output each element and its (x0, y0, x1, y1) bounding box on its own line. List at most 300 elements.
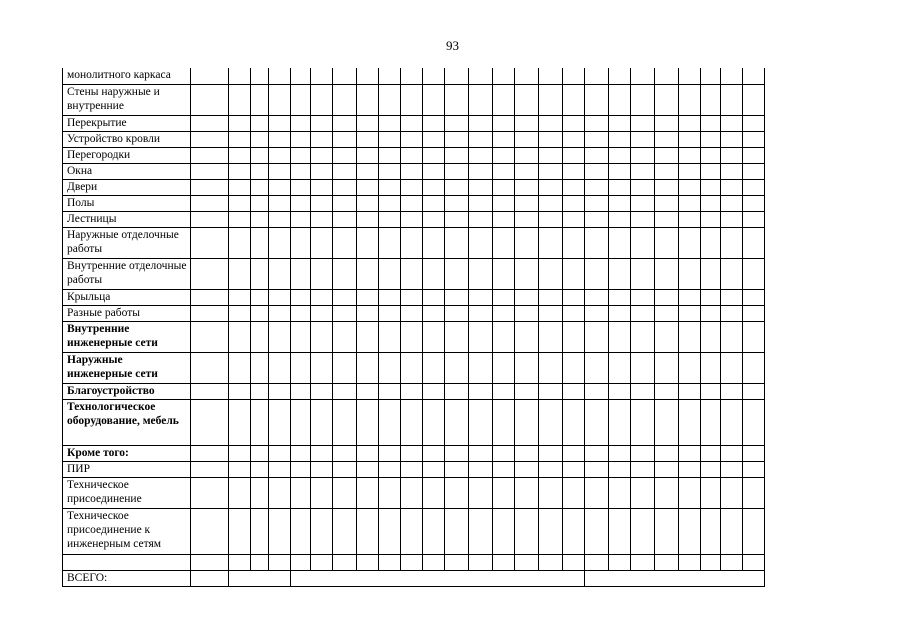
table-cell (493, 445, 515, 461)
table-cell (539, 289, 563, 305)
table-cell (655, 163, 679, 179)
table-cell (721, 508, 743, 554)
table-cell (609, 305, 631, 321)
table-cell (679, 321, 701, 352)
table-cell (721, 477, 743, 508)
table-cell (701, 163, 721, 179)
table-cell (631, 508, 655, 554)
table-cell (401, 321, 423, 352)
table-cell (631, 84, 655, 115)
table-cell (655, 461, 679, 477)
table-cell (291, 84, 311, 115)
table-cell (493, 115, 515, 131)
table-cell (401, 131, 423, 147)
table-cell (539, 211, 563, 227)
table-cell (191, 195, 229, 211)
table-cell (401, 258, 423, 289)
table-cell (631, 163, 655, 179)
table-cell (585, 399, 609, 445)
table-cell (493, 477, 515, 508)
table-cell (493, 84, 515, 115)
table-cell (563, 258, 585, 289)
row-label: Стены наружные и внутренние (63, 84, 191, 115)
table-cell (631, 68, 655, 84)
table-cell (423, 84, 445, 115)
table-cell (679, 508, 701, 554)
row-label: Кроме того: (63, 445, 191, 461)
table-cell (291, 570, 585, 586)
table-cell (251, 258, 269, 289)
table-cell (721, 179, 743, 195)
table-cell (191, 305, 229, 321)
row-label: Крыльца (63, 289, 191, 305)
table-cell (401, 195, 423, 211)
table-cell (357, 554, 379, 570)
table-cell (585, 163, 609, 179)
table-cell (609, 352, 631, 383)
row-label: Техническое присоединение к инженерным сетям (63, 508, 191, 554)
row-label: Наружные инженерные сети (63, 352, 191, 383)
table-cell (251, 179, 269, 195)
table-cell (469, 227, 493, 258)
table-cell (655, 508, 679, 554)
table-cell (229, 508, 251, 554)
table-cell (563, 383, 585, 399)
table-cell (379, 305, 401, 321)
table-cell (191, 570, 229, 586)
row-label (63, 554, 191, 570)
table-cell (585, 227, 609, 258)
table-cell (585, 147, 609, 163)
table-cell (251, 477, 269, 508)
table-cell (191, 383, 229, 399)
table-cell (191, 399, 229, 445)
table-cell (445, 163, 469, 179)
table-cell (445, 461, 469, 477)
table-cell (269, 321, 291, 352)
table-cell (251, 115, 269, 131)
table-cell (655, 211, 679, 227)
table-cell (251, 289, 269, 305)
table-cell (539, 399, 563, 445)
table-cell (563, 352, 585, 383)
table-cell (515, 321, 539, 352)
table-cell (357, 321, 379, 352)
table-cell (229, 321, 251, 352)
table-row (63, 258, 765, 289)
table-cell (539, 227, 563, 258)
table-cell (515, 163, 539, 179)
table-cell (357, 131, 379, 147)
table-cell (423, 289, 445, 305)
table-cell (291, 289, 311, 305)
table-cell (229, 227, 251, 258)
table-row (63, 147, 765, 163)
table-cell (423, 477, 445, 508)
table-cell (379, 399, 401, 445)
table-cell (631, 383, 655, 399)
table-cell (743, 321, 765, 352)
table-cell (469, 399, 493, 445)
table-cell (655, 305, 679, 321)
table-cell (269, 399, 291, 445)
table-cell (743, 399, 765, 445)
table-cell (743, 352, 765, 383)
table-cell (539, 321, 563, 352)
table-cell (631, 195, 655, 211)
table-cell (357, 508, 379, 554)
table-cell (269, 131, 291, 147)
table-cell (423, 227, 445, 258)
row-label: Лестницы (63, 211, 191, 227)
table-cell (701, 352, 721, 383)
table-row (63, 195, 765, 211)
table-cell (291, 383, 311, 399)
table-cell (515, 352, 539, 383)
table-cell (585, 258, 609, 289)
table-cell (609, 461, 631, 477)
table-cell (469, 147, 493, 163)
table-cell (401, 399, 423, 445)
table-cell (333, 227, 357, 258)
table-cell (563, 289, 585, 305)
table-cell (609, 211, 631, 227)
row-label: Благоустройство (63, 383, 191, 399)
table-cell (469, 195, 493, 211)
table-cell (311, 305, 333, 321)
table-cell (251, 445, 269, 461)
table-cell (333, 68, 357, 84)
table-cell (631, 461, 655, 477)
table-cell (357, 383, 379, 399)
table-cell (379, 383, 401, 399)
table-cell (445, 258, 469, 289)
table-cell (445, 289, 469, 305)
table-cell (585, 383, 609, 399)
table-cell (743, 163, 765, 179)
table-cell (679, 289, 701, 305)
table-cell (493, 131, 515, 147)
table-cell (701, 399, 721, 445)
table-cell (493, 461, 515, 477)
table-cell (539, 163, 563, 179)
table-cell (423, 147, 445, 163)
table-cell (585, 211, 609, 227)
table-cell (469, 211, 493, 227)
table-cell (229, 195, 251, 211)
table-cell (679, 227, 701, 258)
table-cell (655, 258, 679, 289)
table-row (63, 179, 765, 195)
table-cell (401, 289, 423, 305)
table-cell (423, 461, 445, 477)
table-cell (493, 305, 515, 321)
table-cell (631, 211, 655, 227)
table-cell (469, 163, 493, 179)
table-cell (585, 84, 609, 115)
table-cell (423, 163, 445, 179)
table-cell (333, 445, 357, 461)
table-cell (585, 68, 609, 84)
table-cell (311, 399, 333, 445)
table-row (63, 84, 765, 115)
table-cell (191, 477, 229, 508)
table-cell (743, 115, 765, 131)
table-cell (469, 445, 493, 461)
table-cell (631, 131, 655, 147)
table-cell (311, 321, 333, 352)
table-cell (357, 195, 379, 211)
table-cell (743, 211, 765, 227)
table-cell (679, 115, 701, 131)
table-cell (469, 289, 493, 305)
table-cell (563, 461, 585, 477)
table-cell (701, 211, 721, 227)
table-cell (679, 147, 701, 163)
table-cell (539, 461, 563, 477)
table-cell (445, 84, 469, 115)
table-cell (585, 131, 609, 147)
table-cell (423, 321, 445, 352)
table-cell (721, 84, 743, 115)
table-cell (469, 115, 493, 131)
table-cell (585, 115, 609, 131)
table-cell (515, 211, 539, 227)
table-cell (631, 305, 655, 321)
table-cell (445, 508, 469, 554)
table-cell (631, 227, 655, 258)
table-cell (311, 131, 333, 147)
table-cell (251, 352, 269, 383)
table-row (63, 163, 765, 179)
table-cell (631, 352, 655, 383)
table-cell (721, 227, 743, 258)
table-cell (679, 179, 701, 195)
table-cell (539, 477, 563, 508)
table-cell (401, 115, 423, 131)
table-cell (469, 68, 493, 84)
table-cell (251, 195, 269, 211)
table-cell (563, 131, 585, 147)
table-cell (251, 305, 269, 321)
table-cell (333, 131, 357, 147)
table-cell (445, 115, 469, 131)
table-cell (493, 179, 515, 195)
table-cell (291, 115, 311, 131)
table-cell (701, 68, 721, 84)
table-cell (333, 195, 357, 211)
table-cell (701, 195, 721, 211)
table-cell (423, 179, 445, 195)
table-cell (585, 508, 609, 554)
table-cell (269, 163, 291, 179)
table-cell (721, 399, 743, 445)
table-cell (229, 352, 251, 383)
table-cell (251, 383, 269, 399)
table-cell (379, 211, 401, 227)
table-cell (251, 321, 269, 352)
table-cell (229, 305, 251, 321)
table-cell (311, 211, 333, 227)
table-cell (379, 321, 401, 352)
table-cell (269, 352, 291, 383)
table-cell (379, 289, 401, 305)
table-cell (655, 84, 679, 115)
table-cell (379, 84, 401, 115)
table-cell (357, 227, 379, 258)
table-cell (469, 321, 493, 352)
table-cell (655, 321, 679, 352)
table-cell (563, 179, 585, 195)
table-cell (401, 227, 423, 258)
table-cell (333, 508, 357, 554)
table-cell (401, 508, 423, 554)
table-cell (539, 147, 563, 163)
table-cell (311, 227, 333, 258)
table-cell (291, 321, 311, 352)
table-cell (445, 227, 469, 258)
row-label: Полы (63, 195, 191, 211)
table-cell (539, 179, 563, 195)
table-cell (357, 445, 379, 461)
table-cell (721, 211, 743, 227)
table-cell (721, 321, 743, 352)
table-cell (721, 352, 743, 383)
table-cell (563, 211, 585, 227)
table-cell (379, 508, 401, 554)
table-cell (679, 352, 701, 383)
table-cell (401, 477, 423, 508)
table-cell (357, 68, 379, 84)
table-cell (655, 554, 679, 570)
table-cell (191, 445, 229, 461)
table-cell (743, 258, 765, 289)
table-cell (721, 445, 743, 461)
table-cell (631, 115, 655, 131)
table-cell (609, 179, 631, 195)
table-cell (721, 163, 743, 179)
table-cell (423, 399, 445, 445)
table-cell (679, 305, 701, 321)
table-cell (191, 147, 229, 163)
table-cell (379, 179, 401, 195)
table-cell (515, 399, 539, 445)
table-cell (609, 477, 631, 508)
table-cell (721, 554, 743, 570)
table-cell (563, 115, 585, 131)
table-cell (609, 147, 631, 163)
table-cell (655, 383, 679, 399)
table-cell (269, 227, 291, 258)
table-cell (291, 508, 311, 554)
table-cell (721, 383, 743, 399)
table-cell (379, 195, 401, 211)
table-cell (379, 131, 401, 147)
table-cell (539, 508, 563, 554)
table-row (63, 305, 765, 321)
table-cell (251, 131, 269, 147)
table-cell (423, 115, 445, 131)
table-cell (379, 554, 401, 570)
table-cell (291, 305, 311, 321)
table-cell (515, 68, 539, 84)
table-cell (401, 461, 423, 477)
table-cell (251, 461, 269, 477)
table-cell (357, 115, 379, 131)
table-cell (269, 195, 291, 211)
table-cell (333, 163, 357, 179)
table-cell (357, 477, 379, 508)
table-cell (743, 179, 765, 195)
table-cell (269, 84, 291, 115)
table-cell (679, 445, 701, 461)
table-cell (721, 115, 743, 131)
table-row (63, 461, 765, 477)
table-cell (701, 477, 721, 508)
table-cell (311, 115, 333, 131)
table-cell (423, 305, 445, 321)
table-cell (311, 352, 333, 383)
table-cell (515, 461, 539, 477)
table-cell (357, 179, 379, 195)
table-cell (379, 227, 401, 258)
table-cell (493, 508, 515, 554)
table-cell (357, 147, 379, 163)
table-cell (445, 321, 469, 352)
table-cell (445, 195, 469, 211)
table-cell (679, 131, 701, 147)
table-cell (401, 179, 423, 195)
table-cell (609, 131, 631, 147)
table-cell (379, 461, 401, 477)
table-cell (333, 289, 357, 305)
table-cell (655, 477, 679, 508)
table-cell (631, 147, 655, 163)
table-cell (721, 195, 743, 211)
table-cell (251, 508, 269, 554)
table-cell (539, 131, 563, 147)
row-label: ВСЕГО: (63, 570, 191, 586)
table-cell (585, 461, 609, 477)
table-cell (631, 258, 655, 289)
table-cell (191, 131, 229, 147)
table-cell (311, 84, 333, 115)
table-cell (743, 68, 765, 84)
table-cell (585, 195, 609, 211)
page-number: 93 (446, 38, 459, 53)
table-cell (191, 115, 229, 131)
table-cell (357, 211, 379, 227)
table-cell (191, 68, 229, 84)
table-cell (515, 477, 539, 508)
table-cell (655, 115, 679, 131)
table-cell (311, 554, 333, 570)
table-cell (333, 321, 357, 352)
table-cell (333, 383, 357, 399)
table-cell (269, 147, 291, 163)
table-cell (251, 163, 269, 179)
schedule-table (62, 68, 765, 587)
table-cell (469, 179, 493, 195)
table-cell (469, 131, 493, 147)
row-label: Устройство кровли (63, 131, 191, 147)
table-cell (469, 258, 493, 289)
table-cell (609, 258, 631, 289)
table-cell (445, 352, 469, 383)
table-cell (679, 461, 701, 477)
table-cell (515, 305, 539, 321)
table-cell (269, 477, 291, 508)
